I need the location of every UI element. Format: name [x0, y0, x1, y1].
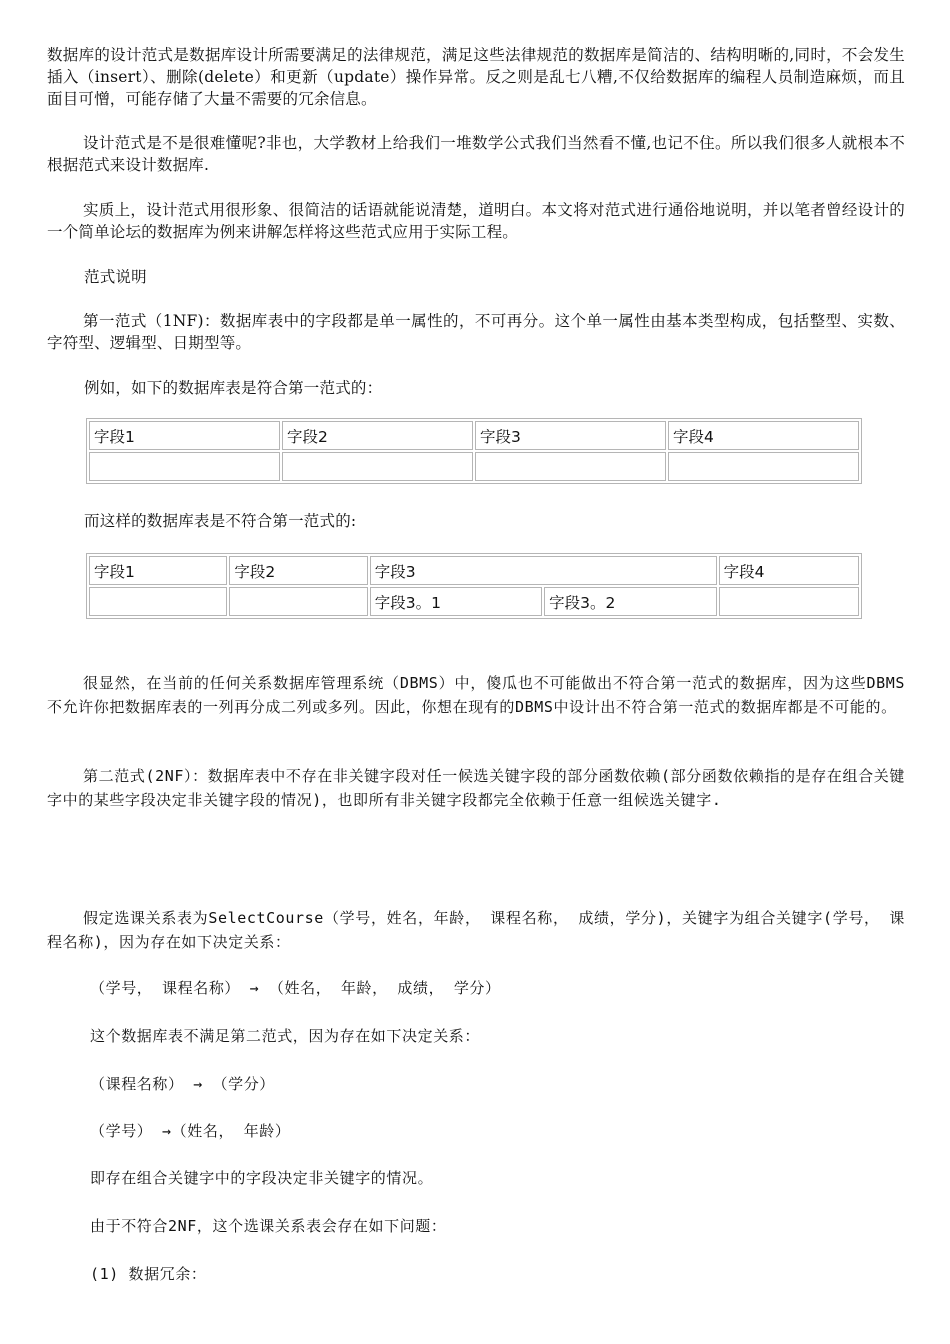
paragraph-intro: 数据库的设计范式是数据库设计所需要满足的法律规范，满足这些法律规范的数据库是简洁的、结构明晰的,同时，不会发生插入（insert）、删除(delete）和更新（update）操作异常。反之则是乱七八糟,不仅给数据库的编程人员制造麻烦，而且面目可憎，可能存储了大量不需要的冗余信息。 — [47, 46, 905, 108]
table-cell — [719, 587, 859, 616]
dependency-student: （学号） →（姓名， 年龄） — [90, 1122, 291, 1140]
paragraph-partial-dependency: 即存在组合关键字中的字段决定非关键字的情况。 — [90, 1169, 434, 1187]
table-cell: 字段3。1 — [370, 587, 542, 616]
dependency-course: （课程名称） → （学分） — [90, 1075, 275, 1093]
paragraph-essence: 实质上，设计范式用很形象、很简洁的话语就能说清楚，道明白。本文将对范式进行通俗地说明，并以笔者曾经设计的一个简单论坛的数据库为例来讲解怎样将这些范式应用于实际工程。 — [47, 201, 905, 241]
table-cell — [89, 587, 227, 616]
paragraph-1nf: 第一范式（1NF)：数据库表中的字段都是单一属性的，不可再分。这个单一属性由基本类型构成，包括整型、实数、字符型、逻辑型、日期型等。 — [47, 312, 905, 352]
table-cell: 字段1 — [89, 556, 227, 585]
paragraph-problems: 由于不符合2NF，这个选课关系表会存在如下问题： — [90, 1217, 447, 1235]
table-cell: 字段1 — [89, 421, 280, 450]
table-row — [89, 556, 859, 585]
table-row — [89, 587, 859, 616]
table-cell: 字段3。2 — [544, 587, 716, 616]
table-cell: 字段4 — [719, 556, 859, 585]
table-1nf-noncompliant — [86, 553, 862, 619]
paragraph-2nf: 第二范式(2NF）：数据库表中不存在非关键字段对任一候选关键字段的部分函数依赖(部分函数依赖指的是存在组合关键字中的某些字段决定非关键字段的情况)，也即所有非关键字段都完全依赖于任意一组候选关键字. — [47, 767, 905, 809]
dependency-full: （学号， 课程名称） → （姓名， 年龄， 成绩， 学分） — [90, 979, 501, 997]
table-cell — [89, 452, 280, 481]
table-cell: 字段2 — [229, 556, 367, 585]
table-cell — [282, 452, 473, 481]
table-row — [89, 421, 859, 450]
paragraph-dbms: 很显然，在当前的任何关系数据库管理系统（DBMS）中，傻瓜也不可能做出不符合第一范式的数据库，因为这些DBMS不允许你把数据库表的一列再分成二列或多列。因此，你想在现有的DBMS中设计出不符合第一范式的数据库都是不可能的。 — [47, 674, 905, 716]
paragraph-example-noncompliant: 而这样的数据库表是不符合第一范式的: — [84, 512, 357, 530]
paragraph-difficulty: 设计范式是不是很难懂呢?非也，大学教材上给我们一堆数学公式我们当然看不懂,也记不住。所以我们很多人就根本不根据范式来设计数据库. — [47, 134, 905, 174]
paragraph-selectcourse: 假定选课关系表为SelectCourse（学号，姓名，年龄， 课程名称， 成绩，学分)，关键字为组合关键字(学号， 课程名称)，因为存在如下决定关系： — [47, 909, 905, 951]
table-cell — [229, 587, 367, 616]
table-cell: 字段3 — [370, 556, 717, 585]
section-heading: 范式说明 — [84, 268, 147, 286]
list-item-redundancy: (1) 数据冗余： — [90, 1265, 207, 1283]
table-cell — [668, 452, 859, 481]
table-1nf-compliant — [86, 418, 862, 484]
paragraph-not-2nf: 这个数据库表不满足第二范式，因为存在如下决定关系： — [90, 1027, 481, 1045]
paragraph-example-compliant: 例如，如下的数据库表是符合第一范式的： — [84, 379, 383, 397]
table-cell: 字段2 — [282, 421, 473, 450]
table-cell: 字段4 — [668, 421, 859, 450]
table-cell — [475, 452, 666, 481]
table-cell: 字段3 — [475, 421, 666, 450]
table-row — [89, 452, 859, 481]
